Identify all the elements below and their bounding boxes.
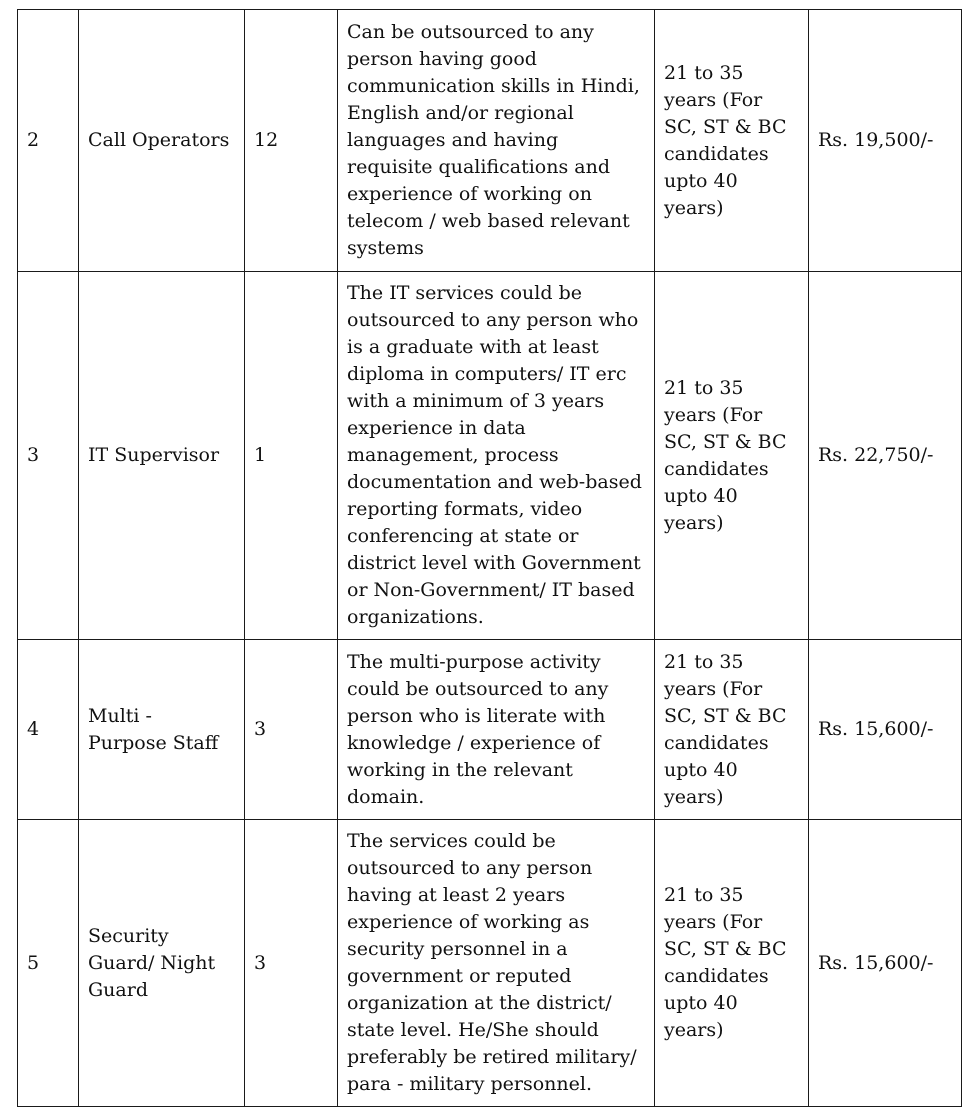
- age-limit: 21 to 35 years (For SC, ST & BC candidates upto 40 years): [655, 820, 809, 1107]
- remuneration: Rs. 15,600/-: [809, 640, 962, 820]
- serial-number: 2: [18, 10, 79, 272]
- post-description: The multi-purpose activity could be outsourced to any person who is literate with knowledge / experience of working in the relevant domain.: [338, 640, 655, 820]
- post-name: IT Supervisor: [79, 272, 245, 640]
- table-row: [18, 10, 962, 272]
- post-count: 1: [245, 272, 338, 640]
- post-description: The services could be outsourced to any person having at least 2 years experience of working as security personnel in a government or reputed organization at the district/ state level. He/She should preferably be retired military/ para - military personnel.: [338, 820, 655, 1107]
- table-row: [18, 820, 962, 1107]
- age-limit: 21 to 35 years (For SC, ST & BC candidates upto 40 years): [655, 640, 809, 820]
- post-name: Multi - Purpose Staff: [79, 640, 245, 820]
- post-count: 3: [245, 640, 338, 820]
- remuneration: Rs. 15,600/-: [809, 820, 962, 1107]
- table-row: [18, 640, 962, 820]
- table-row: [18, 272, 962, 640]
- serial-number: 5: [18, 820, 79, 1107]
- remuneration: Rs. 22,750/-: [809, 272, 962, 640]
- post-description: The IT services could be outsourced to any person who is a graduate with at least diploma in computers/ IT erc with a minimum of 3 years experience in data management, process documentation and web-based reporting formats, video conferencing at state or district level with Government or Non-Government/ IT based organizations.: [338, 272, 655, 640]
- posts-table: [17, 9, 962, 1107]
- post-name: Call Operators: [79, 10, 245, 272]
- remuneration: Rs. 19,500/-: [809, 10, 962, 272]
- age-limit: 21 to 35 years (For SC, ST & BC candidates upto 40 years): [655, 272, 809, 640]
- post-description: Can be outsourced to any person having good communication skills in Hindi, English and/or regional languages and having requisite qualifications and experience of working on telecom / web based relevant systems: [338, 10, 655, 272]
- serial-number: 3: [18, 272, 79, 640]
- serial-number: 4: [18, 640, 79, 820]
- age-limit: 21 to 35 years (For SC, ST & BC candidates upto 40 years): [655, 10, 809, 272]
- post-count: 12: [245, 10, 338, 272]
- post-name: Security Guard/ Night Guard: [79, 820, 245, 1107]
- post-count: 3: [245, 820, 338, 1107]
